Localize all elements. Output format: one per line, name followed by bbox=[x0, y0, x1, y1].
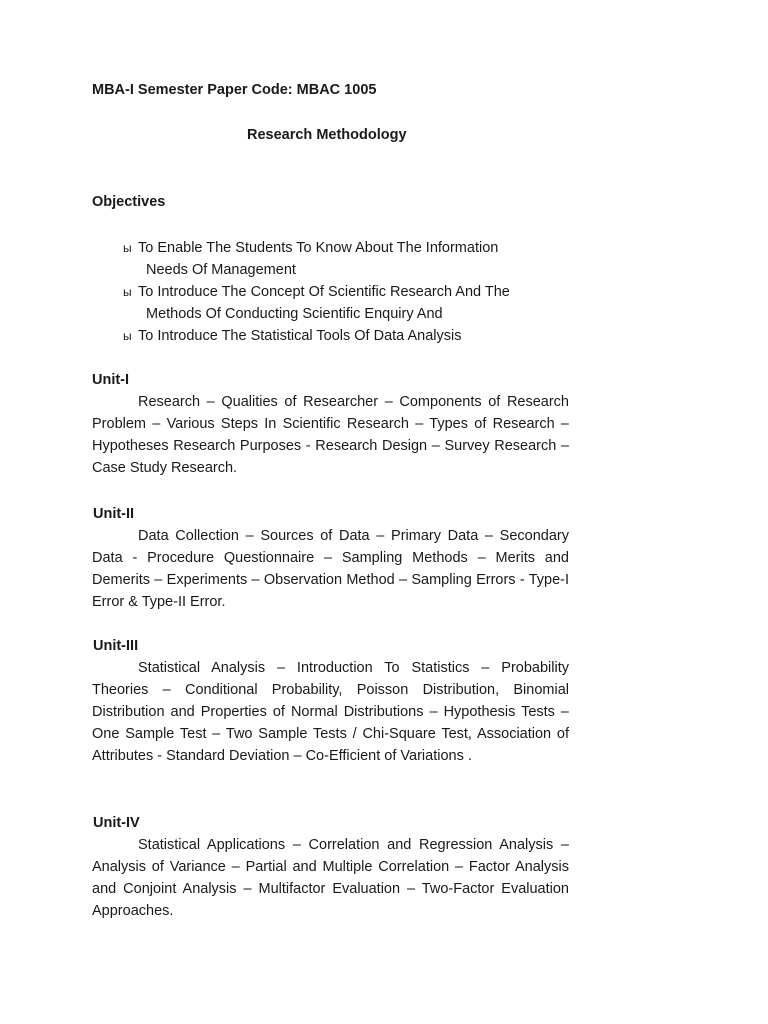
objective-text bbox=[138, 326, 563, 348]
unit-section bbox=[92, 638, 569, 767]
unit-section bbox=[92, 372, 569, 479]
unit-body: Data Collection – Sources of Data – Primary Data – Secondary Data - Procedure Questionnaire – Sampling Methods – Merits and Demerits – Experiments – Observation Method – Sampling Errors - Type-I Error & Type-II Error. bbox=[92, 528, 569, 610]
objective-item bbox=[123, 282, 563, 325]
objective-text bbox=[138, 282, 563, 325]
bullet-icon: ы bbox=[123, 285, 132, 299]
objectives-list bbox=[123, 238, 563, 349]
objective-line-continued: Needs Of Management bbox=[146, 261, 296, 278]
bullet-icon: ы bbox=[123, 241, 132, 255]
objective-line: To Enable The Students To Know About The Information bbox=[138, 240, 499, 256]
objective-item bbox=[123, 326, 563, 348]
unit-heading: Unit-II bbox=[93, 506, 135, 522]
page-title: Research Methodology bbox=[247, 127, 407, 143]
unit-body: Research – Qualities of Researcher – Components of Research Problem – Various Steps In Scientific Research – Types of Research – Hypotheses Research Purposes - Research Design – Survey Research – Case Study Research. bbox=[92, 394, 569, 476]
unit-heading: Unit-III bbox=[93, 638, 139, 654]
unit-body: Statistical Applications – Correlation and Regression Analysis – Analysis of Variance – Partial and Multiple Correlation – Factor Analysis and Conjoint Analysis – Multifactor Evaluation – Two-Factor Evaluation Approaches. bbox=[92, 837, 569, 919]
objective-line: To Introduce The Concept Of Scientific Research And The bbox=[138, 284, 510, 300]
objective-line-continued: Methods Of Conducting Scientific Enquiry And bbox=[146, 305, 443, 322]
unit-heading: Unit-I bbox=[92, 372, 130, 388]
unit-heading: Unit-IV bbox=[93, 815, 140, 831]
bullet-icon: ы bbox=[123, 329, 132, 343]
objective-line: To Introduce The Statistical Tools Of Data Analysis bbox=[138, 328, 462, 344]
course-code-line: MBA-I Semester Paper Code: MBAC 1005 bbox=[92, 82, 377, 98]
unit-section bbox=[92, 506, 569, 613]
unit-section bbox=[92, 815, 569, 922]
objective-item bbox=[123, 238, 563, 281]
objective-text bbox=[138, 238, 563, 281]
unit-body: Statistical Analysis – Introduction To Statistics – Probability Theories – Conditional Probability, Poisson Distribution, Binomial Distribution and Properties of Normal Distributions – Hypothesis Tests – One Sample Test – Two Sample Tests / Chi-Square Test, Association of Attributes - Standard Deviation – Co-Efficient of Variations . bbox=[92, 660, 569, 764]
objectives-heading: Objectives bbox=[92, 194, 166, 210]
